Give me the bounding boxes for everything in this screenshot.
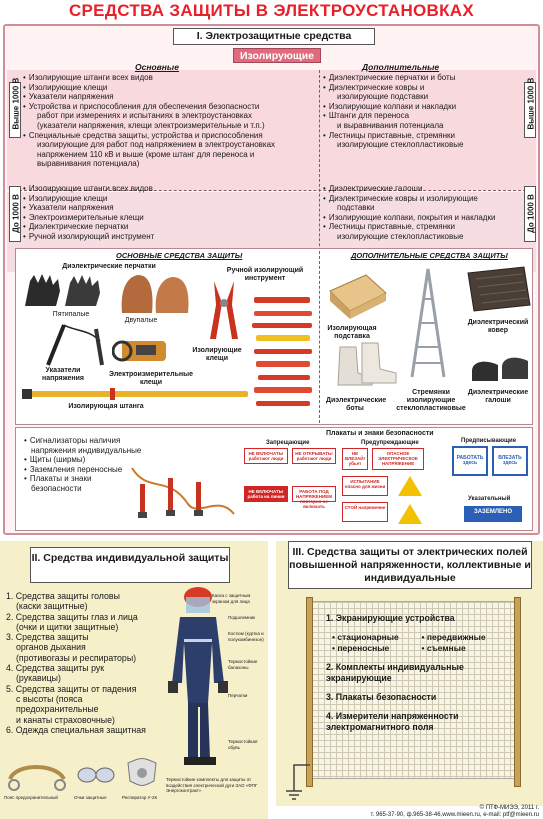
- posters-and-signs: [15, 427, 533, 531]
- clamp-meter-icon: [112, 333, 182, 367]
- safety-goggles-icon: [76, 763, 116, 787]
- caption-respirator: Респиратор У-2К: [122, 795, 158, 800]
- list-item: • Лестницы приставные, стремянки: [323, 131, 523, 141]
- insulated-tools-icon: [250, 293, 316, 413]
- ladders-label: Стремянки изолирующие стеклопластиковые: [396, 389, 466, 412]
- prohibiting-label: Запрещающие: [266, 440, 310, 446]
- sign-grounded: ЗАЗЕМЛЕНО: [464, 506, 522, 522]
- list-item: изолирующие стеклопластиковые: [337, 140, 464, 150]
- column-main-header: Основные: [135, 62, 179, 72]
- list-item: • Изолирующие клещи: [23, 83, 316, 93]
- caption-belt: Пояс предохранительный: [4, 795, 58, 800]
- list-item: (противогазы и респираторы): [16, 652, 137, 663]
- list-item: предохранительные: [16, 704, 99, 715]
- list-low-main: [23, 184, 316, 242]
- list-item: • Заземления переносные: [24, 465, 234, 475]
- list-item: напряжением 110 кВ и выше (кроме штанг для переноса и: [37, 149, 255, 159]
- insulating-stand-label: Изолирующая подставка: [327, 325, 377, 340]
- voltage-label-high-left: Выше 1000 В: [9, 82, 21, 138]
- shielding-type: • переносные: [332, 643, 422, 654]
- list-item: • Электроизмерительные клещи: [23, 213, 316, 223]
- list-item: • Диэлектрические ковры и изолирующие: [323, 194, 523, 204]
- pliers-icon: [204, 281, 246, 341]
- dielectric-boots-icon: [334, 341, 400, 387]
- list-item: изолирующие для работ под напряжением в электроустановках: [37, 140, 276, 150]
- list-item: • Плакаты и знаки: [24, 474, 234, 484]
- warning-label: Предупреждающие: [361, 440, 419, 446]
- five-finger-label: Пятипалые: [52, 311, 90, 318]
- list-item: 1. Средства защиты головы: [6, 591, 120, 601]
- high-voltage-warning-icon: [398, 504, 422, 524]
- sign-stop: СТОЙ напряжение: [342, 502, 388, 522]
- list-item: (очки и щитки защитные): [16, 621, 119, 632]
- caption-suit: Костюм (куртка и полукомбинезон): [228, 631, 264, 642]
- list-item: с высоты (пояса: [16, 693, 83, 704]
- caption-goggles: Очки защитные: [74, 795, 107, 800]
- list-item: • Диэлектрические перчатки: [23, 222, 316, 232]
- protective-means-pictures: [15, 248, 533, 425]
- dielectric-carpet-icon: [464, 265, 532, 313]
- list-item: • Диэлектрические перчатки и боты: [323, 73, 523, 83]
- protective-suit-worker-icon: [166, 583, 236, 773]
- portable-grounding-icon: [128, 464, 238, 526]
- list-item: • Изолирующие колпаки и накладки: [323, 102, 523, 112]
- list-item: (указатели напряжения, клещи электроизмерительные и т.п.): [37, 120, 265, 130]
- insulating-stand-icon: [326, 269, 388, 321]
- dielectric-galoshes-icon: [470, 353, 532, 387]
- section2-title: II. Средства индивидуальной защиты: [30, 547, 230, 583]
- personal-protection-list: [6, 591, 166, 735]
- caption-arc-kits: Термостойкие комплекты для защиты от воздействия электрической дуги ЗАО «ФПГ Энергоконтракт»: [166, 777, 258, 793]
- list-item: • Указатели напряжения: [23, 92, 316, 102]
- list-item: напряжения индивидуальные: [31, 445, 142, 455]
- ground-wire-icon: [284, 761, 314, 801]
- list-item: • Ручной изолирующий инструмент: [23, 232, 316, 242]
- sign-work-here: РАБОТАТЬ здесь: [452, 446, 488, 476]
- signs-title: Плакаты и знаки безопасности: [326, 430, 434, 437]
- list-item: 4. Измерители напряженности электромагнитного поля: [326, 711, 459, 732]
- list-item: • Диэлектрические галоши: [323, 184, 523, 194]
- list-item: • Изолирующие штанги всех видов: [23, 184, 316, 194]
- safety-belt-icon: [6, 759, 68, 797]
- main-means-header: ОСНОВНЫЕ СРЕДСТВА ЗАЩИТЫ: [116, 251, 243, 260]
- shielding-type: • стационарные: [332, 632, 422, 643]
- gloves-label: Диэлектрические перчатки: [62, 263, 156, 270]
- list-item: 6. Одежда специальная защитная: [6, 724, 146, 735]
- insulating-rod-label: Изолирующая штанга: [68, 403, 144, 410]
- hand-tool-label: Ручной изолирующий инструмент: [226, 267, 304, 282]
- list-item: изолирующие подставки: [337, 92, 429, 102]
- list-item: • Щиты (ширмы): [24, 455, 234, 465]
- list-item: изолирующие стеклопластиковые: [337, 231, 464, 241]
- sign-line-work: НЕ ВКЛЮЧАТЬ! работа на линии: [244, 486, 288, 502]
- list-high-additional: [323, 73, 523, 150]
- list-item: • Лестницы приставные, стремянки: [323, 222, 523, 232]
- list-item: • Сигнализаторы наличия: [24, 436, 234, 446]
- additional-means-header: ДОПОЛНИТЕЛЬНЫЕ СРЕДСТВА ЗАЩИТЫ: [351, 251, 508, 260]
- list-item: 3. Плакаты безопасности: [326, 692, 437, 702]
- contact-info: т. 965-37-90, ф.965-38-46,www.mieen.ru, e-mail: ptf@mieen.ru: [370, 812, 539, 818]
- insulating-clamps-label: Изолирующие клещи: [192, 347, 242, 362]
- caption-gloves: Перчатки: [228, 693, 248, 698]
- sign-dangerous-voltage: ОПАСНОЕ ЭЛЕКТРИЧЕСКОЕ НАПРЯЖЕНИЕ: [372, 448, 424, 470]
- list-item: • Изолирующие клещи: [23, 194, 316, 204]
- list-item: 4. Средства защиты рук: [6, 663, 105, 674]
- voltage-label-low-right: До 1000 В: [524, 186, 536, 242]
- insulating-ladder-icon: [402, 267, 454, 379]
- insulating-banner: Изолирующие: [233, 48, 321, 63]
- high-voltage-warning-icon: [398, 476, 422, 496]
- column-divider: [319, 70, 320, 271]
- list-item: • Штанги для переноса: [323, 111, 523, 121]
- prescribing-label: Предписывающие: [461, 438, 517, 444]
- list-item: работ при измерениях и испытаниях в электроустановках: [37, 111, 252, 121]
- list-item: (рукавицы): [16, 673, 61, 684]
- list-high-main: [23, 73, 316, 169]
- page-title: СРЕДСТВА ЗАЩИТЫ В ЭЛЕКТРОУСТАНОВКАХ: [68, 1, 475, 20]
- list-item: и выравнивания потенциала: [337, 120, 444, 130]
- clamp-meter-label: Электроизмерительные клещи: [109, 371, 193, 386]
- shielding-type: • съемные: [422, 643, 512, 654]
- sign-do-not-open: НЕ ОТКРЫВАТЬ! работают люди: [292, 448, 336, 464]
- list-item: выравнивания потенциала): [37, 159, 140, 169]
- section1-title: I. Электрозащитные средства: [173, 28, 375, 45]
- list-item: • Изолирующие штанги всех видов: [23, 73, 316, 83]
- sign-do-not-switch: НЕ ВКЛЮЧАТЬ! работают люди: [244, 448, 288, 464]
- list-item: • Изолирующие колпаки, покрытия и накладки: [323, 213, 523, 223]
- field-protection-list: [326, 613, 511, 741]
- shielding-type: • передвижные: [422, 632, 512, 643]
- dielectric-boots-label: Диэлектрические боты: [326, 397, 387, 412]
- voltage-label-high-right: Выше 1000 В: [524, 82, 536, 138]
- list-item: 1. Экранирующие устройства: [326, 613, 455, 623]
- section-personal-protection: [0, 541, 268, 819]
- dielectric-carpet-label: Диэлектрический ковер: [467, 319, 529, 334]
- insulating-rod-icon: [20, 385, 250, 403]
- column-additional-header: Дополнительные: [362, 62, 440, 72]
- sign-live-work: РАБОТА ПОД НАПРЯЖЕНИЕМ повторно не включать: [292, 486, 336, 502]
- list-item: (каски защитные): [16, 601, 88, 612]
- mesh-post-right: [514, 597, 521, 787]
- sign-do-not-climb: НЕ ВЛЕЗАЙ! убьет: [342, 448, 368, 470]
- caption-hood: Подшлемник: [228, 615, 256, 620]
- dielectric-galoshes-label: Диэлектрические галоши: [467, 389, 529, 404]
- voltage-indicators-label: Указатели напряжения: [42, 367, 84, 382]
- sign-testing: ИСПЫТАНИЕ опасно для жизни: [342, 476, 388, 496]
- list-low-additional: [323, 184, 523, 242]
- list-item: безопасности: [31, 483, 82, 493]
- respirator-icon: [124, 757, 160, 787]
- caption-helmet: Каска с защитным экраном для лица: [212, 593, 251, 604]
- copyright: © ПТФ-МИЭЭ, 2011 г.: [479, 805, 539, 811]
- list-item: • Устройства и приспособления для обеспечения безопасности: [23, 102, 316, 112]
- list-item: и канаты страховочные): [16, 714, 115, 725]
- list-item: • Диэлектрические ковры и: [323, 83, 523, 93]
- list-item: • Специальные средства защиты, устройства и приспособления: [23, 131, 316, 141]
- five-finger-gloves-icon: [20, 271, 110, 309]
- list-item: органов дыхания: [16, 642, 86, 653]
- indicating-label: Указательный: [468, 496, 511, 502]
- list-item: 5. Средства защиты от падения: [6, 683, 137, 694]
- voltage-indicators-icon: [44, 321, 104, 367]
- list-item: 2. Средства защиты глаз и лица: [6, 611, 138, 622]
- list-item: 2. Комплекты индивидуальные экранирующие: [326, 662, 464, 683]
- two-finger-gloves-icon: [116, 271, 196, 315]
- section3-title: III. Средства защиты от электрических полей повышенной напряженности, коллективные и индивидуальные: [288, 541, 532, 589]
- list-item: 3. Средства защиты: [6, 632, 89, 643]
- two-finger-label: Двупалые: [124, 317, 158, 324]
- shielding-types: [332, 632, 511, 654]
- mesh-post-left: [306, 597, 313, 787]
- section-electrical-protection: [3, 24, 540, 535]
- list-item: • Указатели напряжения: [23, 203, 316, 213]
- section-field-protection: [276, 541, 543, 806]
- caption-boots: Термостойкая обувь: [228, 739, 258, 750]
- caption-balaclava: Термостойкие балахоны: [228, 659, 258, 670]
- list-item: подставки: [337, 203, 375, 213]
- sign-climb-here: ВЛЕЗАТЬ здесь: [492, 446, 528, 476]
- voltage-label-low-left: До 1000 В: [9, 186, 21, 242]
